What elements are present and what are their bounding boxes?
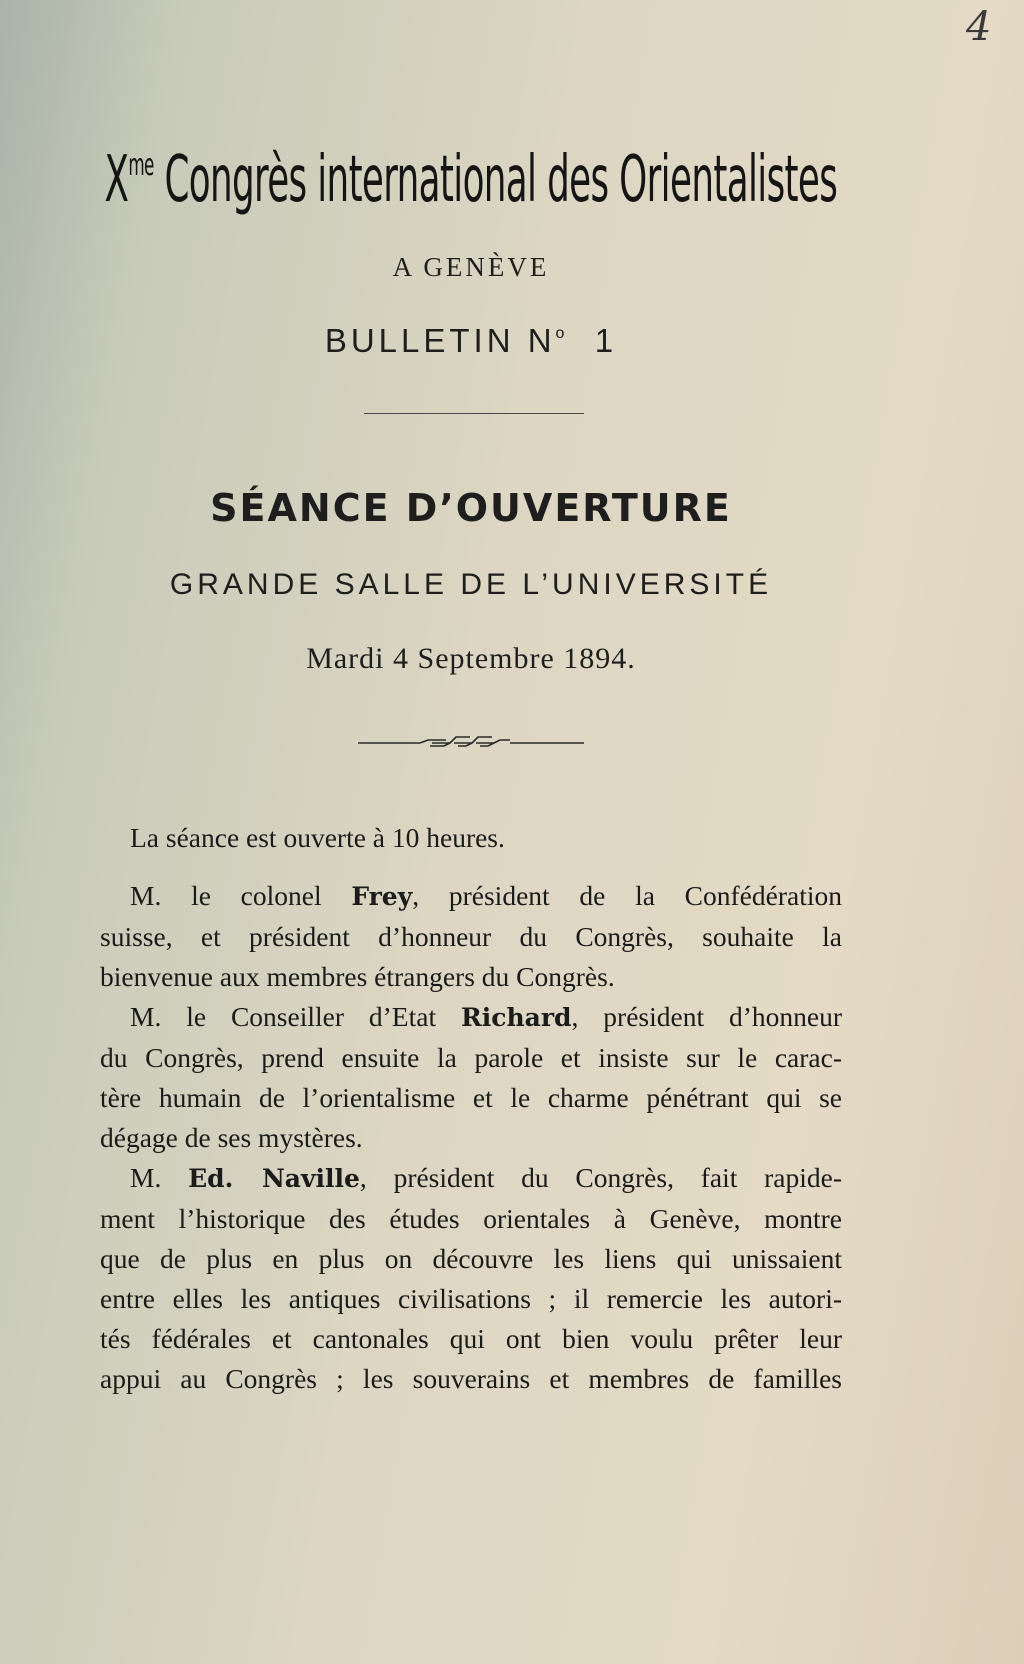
page-number: 4 bbox=[966, 4, 992, 50]
ornamental-divider bbox=[358, 734, 584, 752]
paragraph-richard-line bbox=[100, 997, 842, 1038]
congress-title-text bbox=[104, 143, 838, 217]
bulletin-value: 1 bbox=[594, 322, 618, 359]
paragraph-naville-line: entre elles les antiques civilisations ; il remercie les autori- bbox=[100, 1283, 842, 1314]
bulletin-label: BULLETIN N bbox=[324, 322, 556, 359]
text-fragment: M. le colonel bbox=[130, 880, 352, 911]
name-naville: Ed. Naville bbox=[188, 1164, 360, 1193]
congress-title bbox=[100, 143, 842, 228]
paragraph-richard-line: dégage de ses mystères. bbox=[100, 1122, 363, 1153]
paragraph-richard-line: du Congrès, prend ensuite la parole et insiste sur le carac- bbox=[100, 1042, 842, 1073]
text-fragment: , président d’honneur bbox=[571, 1001, 843, 1032]
section-heading: SÉANCE D’OUVERTURE bbox=[210, 486, 732, 530]
title-superscript: me bbox=[128, 148, 154, 183]
body-text bbox=[100, 818, 842, 1399]
date-line: Mardi 4 Septembre 1894. bbox=[306, 642, 636, 675]
name-richard: Richard bbox=[460, 1003, 572, 1032]
paragraph-naville-line: que de plus en plus on découvre les liens qui unissaient bbox=[100, 1243, 842, 1274]
city-line: A GENÈVE bbox=[392, 252, 550, 282]
paragraph-naville-line: tés fédérales et cantonales qui ont bien voulu prêter leur bbox=[100, 1323, 842, 1354]
text-fragment: M. le Conseiller d’Etat bbox=[130, 1001, 461, 1032]
header-divider bbox=[364, 413, 584, 414]
paragraph-naville-line bbox=[100, 1158, 842, 1199]
name-frey: Frey bbox=[351, 882, 413, 911]
text-fragment: , président de la Confédération bbox=[412, 880, 842, 911]
bulletin-superscript: o bbox=[555, 325, 569, 342]
title-prefix: X bbox=[104, 143, 129, 217]
venue-line: GRANDE SALLE DE L’UNIVERSITÉ bbox=[169, 568, 773, 601]
text-fragment: , président du Congrès, fait rapide- bbox=[359, 1162, 842, 1193]
title-main: Congrès international des Orientalistes bbox=[164, 143, 838, 217]
paragraph-naville-line: appui au Congrès ; les souverains et membres de familles bbox=[100, 1363, 842, 1394]
paragraph-frey-line bbox=[100, 876, 842, 917]
bulletin-number bbox=[0, 322, 942, 360]
paragraph-naville-line: ment l’historique des études orientales à Genève, montre bbox=[100, 1203, 842, 1234]
paragraph-richard-line: tère humain de l’orientalisme et le charme pénétrant qui se bbox=[100, 1082, 842, 1113]
text-fragment: M. bbox=[130, 1162, 189, 1193]
paragraph-opening: La séance est ouverte à 10 heures. bbox=[130, 822, 505, 853]
paragraph-frey-line: bienvenue aux membres étrangers du Congrès. bbox=[100, 961, 615, 992]
paragraph-frey-line: suisse, et président d’honneur du Congrès, souhaite la bbox=[100, 921, 842, 952]
